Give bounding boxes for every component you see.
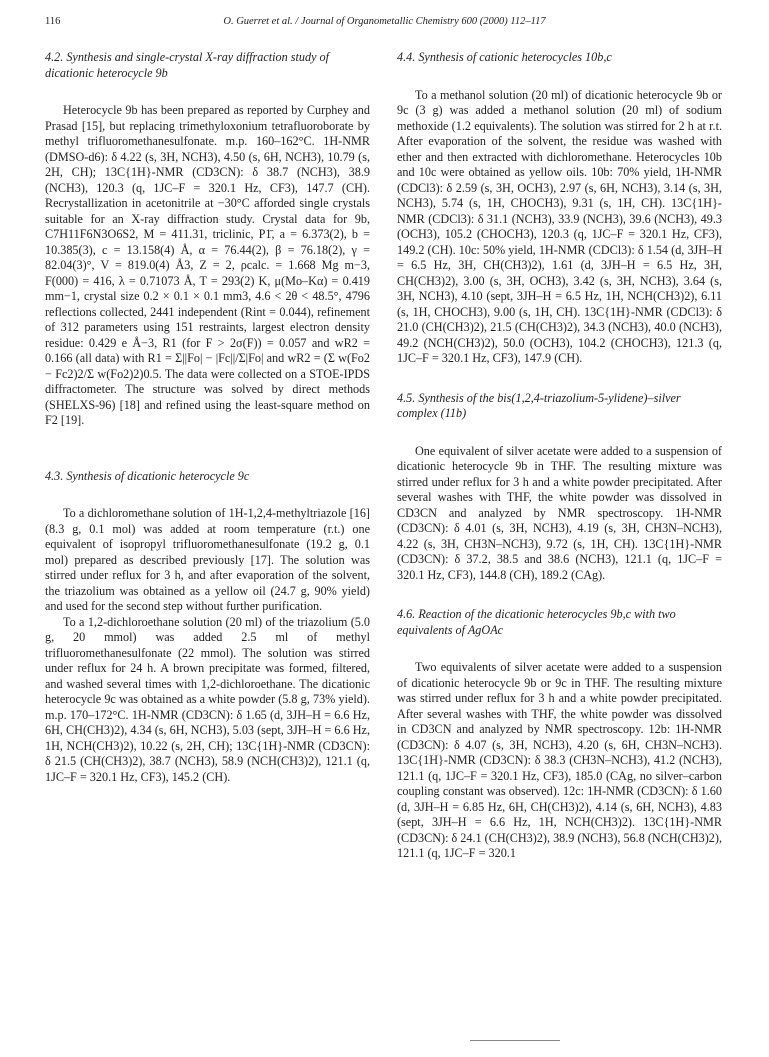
paragraph-4-2-1: Heterocycle 9b has been prepared as reported by Curphey and Prasad [15], but replacing trimethyloxonium tetrafluoroborate by methyl trifluoromethanesulfonate. m.p. 160–162°C. 1H-NMR (DMSO-d6): δ 4.22 (s, 3H, NCH3), 4.50 (s, 6H, NCH3), 10.79 (s, 2H, CH); 13C{1H}-NMR (CD3CN): δ 38.7 (NCH3), 38.9 (NCH3), 120.3 (q, 1JC–F = 320.1 Hz, CF3), 147.7 (CH). Recrystallization in acetonitrile at −30°C afforded single crystals suitable for an X-ray diffraction study. Crystal data for 9b, C7H11F6N3O6S2, M = 411.31, triclinic, P1̄, a = 6.373(2), b = 10.385(3), c = 13.158(4) Å, α = 76.44(2), β = 76.18(2), γ = 82.04(3)°, V = 819.0(4) Å3, Z = 2, ρcalc. = 1.668 Mg m−3, F(000) = 416, λ = 0.71073 Å, T = 293(2) K, μ(Mo–Kα) = 0.419 mm−1, crystal size 0.2 × 0.1 × 0.1 mm3, 4.6 < 2θ < 48.5°, 4796 reflections collected, 2441 independent (Rint = 0.044), refinement of 312 parameters using 151 restraints, largest electron density residue: 0.429 e Å−3, R1 (for F > 2σ(F)) = 0.057 and wR2 = 0.166 (all data) with R1 = Σ||Fo| − |Fc||/Σ|Fo| and wR2 = (Σ w(Fo2 − Fc2)2/Σ w(Fo2)2)0.5. The data were collected on a STOE-IPDS diffractometer. The structure was solved by direct methods (SHELXS-96) [18] and refined using the least-square method on F2 [19]. [45, 103, 370, 427]
section-heading-4-5: 4.5. Synthesis of the bis(1,2,4-triazolium-5-ylidene)–silver complex (11b) [397, 390, 681, 420]
section-heading-4-4: 4.4. Synthesis of cationic heterocycles 10b,c [397, 50, 612, 64]
paragraph-4-3-1: To a dichloromethane solution of 1H-1,2,4-methyltriazole [16] (8.3 g, 0.1 mol) was added at room temperature (r.t.) one equivalent of isopropyl trifluoromethanesulfonate (19.2 g, 0.1 mol) prepared as described previously [17]. The solution was stirred under reflux for 3 h, and after evaporation of the solvent, the triazolium was obtained as a yellow oil (24.7 g, 90% yield) and used for the second step without further purification. [45, 506, 370, 613]
right-column [397, 50, 722, 862]
section-heading-4-2: 4.2. Synthesis and single-crystal X-ray diffraction study of dicationic heterocycle 9b [45, 50, 330, 80]
page-number: 116 [45, 16, 61, 27]
footer-rule [470, 1040, 560, 1041]
running-head: O. Guerret et al. / Journal of Organometallic Chemistry 600 (2000) 112–117 [223, 16, 546, 27]
page-header [45, 16, 724, 34]
left-column [45, 50, 370, 785]
paragraph-4-6-1: Two equivalents of silver acetate were added to a suspension of dicationic heterocycle 9b or 9c in THF. The resulting mixture was stirred under reflux for 3 h and a white powder precipitated. After several washes with THF, the white powder was dissolved in CD3CN and analyzed by NMR spectroscopy. 12b: 1H-NMR (CD3CN): δ 4.07 (s, 3H, NCH3), 4.20 (s, 6H, CH3N–NCH3). 13C{1H}-NMR (CD3CN): δ 38.3 (CH3N–NCH3), 41.2 (NCH3), 121.1 (q, 1JC–F = 320.1 Hz, CF3), 185.0 (CAg, no silver–carbon coupling constant was observed). 12c: 1H-NMR (CD3CN): δ 1.60 (d, 3JH–H = 6.85 Hz, 6H, CH(CH3)2), 4.14 (s, 6H, NCH3), 4.83 (sept, 3JH–H = 6.6 Hz, 1H, NCH(CH3)2). 13C{1H}-NMR (CD3CN): δ 24.1 (CH(CH3)2), 38.9 (NCH3), 56.8 (NCH(CH3)2), 121.1 (q, 1JC–F = 320.1 [397, 660, 722, 860]
section-heading-4-6: 4.6. Reaction of the dicationic heterocycles 9b,c with two equivalents of AgOAc [397, 607, 676, 637]
paragraph-4-4-1: To a methanol solution (20 ml) of dicationic heterocycle 9b or 9c (3 g) was added a methanol solution (20 ml) of sodium methoxide (1.2 equivalents). The solution was stirred for 2 h at r.t. After evaporation of the solvent, the residue was washed with ether and then extracted with dichloromethane. Heterocycles 10b and 10c were obtained as yellow oils. 10b: 70% yield, 1H-NMR (CDCl3): δ 2.59 (s, 3H, OCH3), 2.97 (s, 6H, NCH3), 3.14 (s, 3H, NCH3), 5.74 (s, 1H, CHOCH3), 9.31 (s, 1H, CH). 13C{1H}-NMR (CDCl3): δ 31.1 (NCH3), 33.9 (NCH3), 39.6 (NCH3), 49.3 (OCH3), 105.2 (CHOCH3), 120.3 (q, 1JC–F = 320.1 Hz, CF3), 149.2 (CH). 10c: 50% yield, 1H-NMR (CDCl3): δ 1.54 (d, 3JH–H = 6.5 Hz, 3H, CH(CH3)2), 1.61 (d, 3JH–H = 6.5 Hz, 3H, CH(CH3)2), 3.00 (s, 3H, OCH3), 3.42 (s, 3H, NCH3), 3.64 (s, 3H, NCH3), 4.10 (sept, 3JH–H = 6.5 Hz, 1H, NCH(CH3)2), 6.11 (s, 1H, CHOCH3), 9.00 (s, 1H, CH). 13C{1H}-NMR (CDCl3): δ 21.0 (CH(CH3)2), 21.5 (CH(CH3)2), 34.3 (NCH3), 40.0 (NCH3), 49.2 (NCH(CH3)2), 50.0 (OCH3), 104.2 (CHOCH3), 121.3 (q, 1JC–F = 320.1 Hz, CF3), 147.9 (CH). [397, 87, 722, 365]
paragraph-4-3-2: To a 1,2-dichloroethane solution (20 ml) of the triazolium (5.0 g, 20 mmol) was added 2.5 ml of methyl trifluoromethanesulfonate (22 mmol). The solution was stirred under reflux for 24 h. A brown precipitate was formed, filtered, and washed several times with 1,2-dichloroethane. The dicationic heterocycle 9c was obtained as a white powder (5.8 g, 73% yield). m.p. 170–172°C. 1H-NMR (CD3CN): δ 1.65 (d, 3JH–H = 6.6 Hz, 6H, CH(CH3)2), 4.34 (s, 6H, NCH3), 5.03 (sept, 3JH–H = 6.6 Hz, 1H, NCH(CH3)2), 10.22 (s, 2H, CH); 13C{1H}-NMR (CD3CN): δ 21.5 (CH(CH3)2), 38.7 (NCH3), 58.9 (NCH(CH3)2), 121.1 (q, 1JC–F = 320.1 Hz, CF3), 145.2 (CH). [45, 614, 370, 784]
section-heading-4-3: 4.3. Synthesis of dicationic heterocycle 9c [45, 468, 250, 483]
paragraph-4-5-1: One equivalent of silver acetate were added to a suspension of dicationic heterocycle 9b in THF. The resulting mixture was stirred under reflux for 3 h and a white powder precipitated. After several washes with THF, the white powder was dissolved in CD3CN and analyzed by NMR spectroscopy. 1H-NMR (CD3CN): δ 4.01 (s, 3H, NCH3), 4.19 (s, 3H, CH3N–NCH3), 4.22 (s, 3H, CH3N–NCH3), 9.72 (s, 1H, CH). 13C{1H}-NMR (CD3CN): δ 37.2, 38.5 and 38.6 (NCH3), 121.1 (q, 1JC–F = 320.1 Hz, CF3), 144.8 (CH), 189.2 (CAg). [397, 443, 722, 582]
